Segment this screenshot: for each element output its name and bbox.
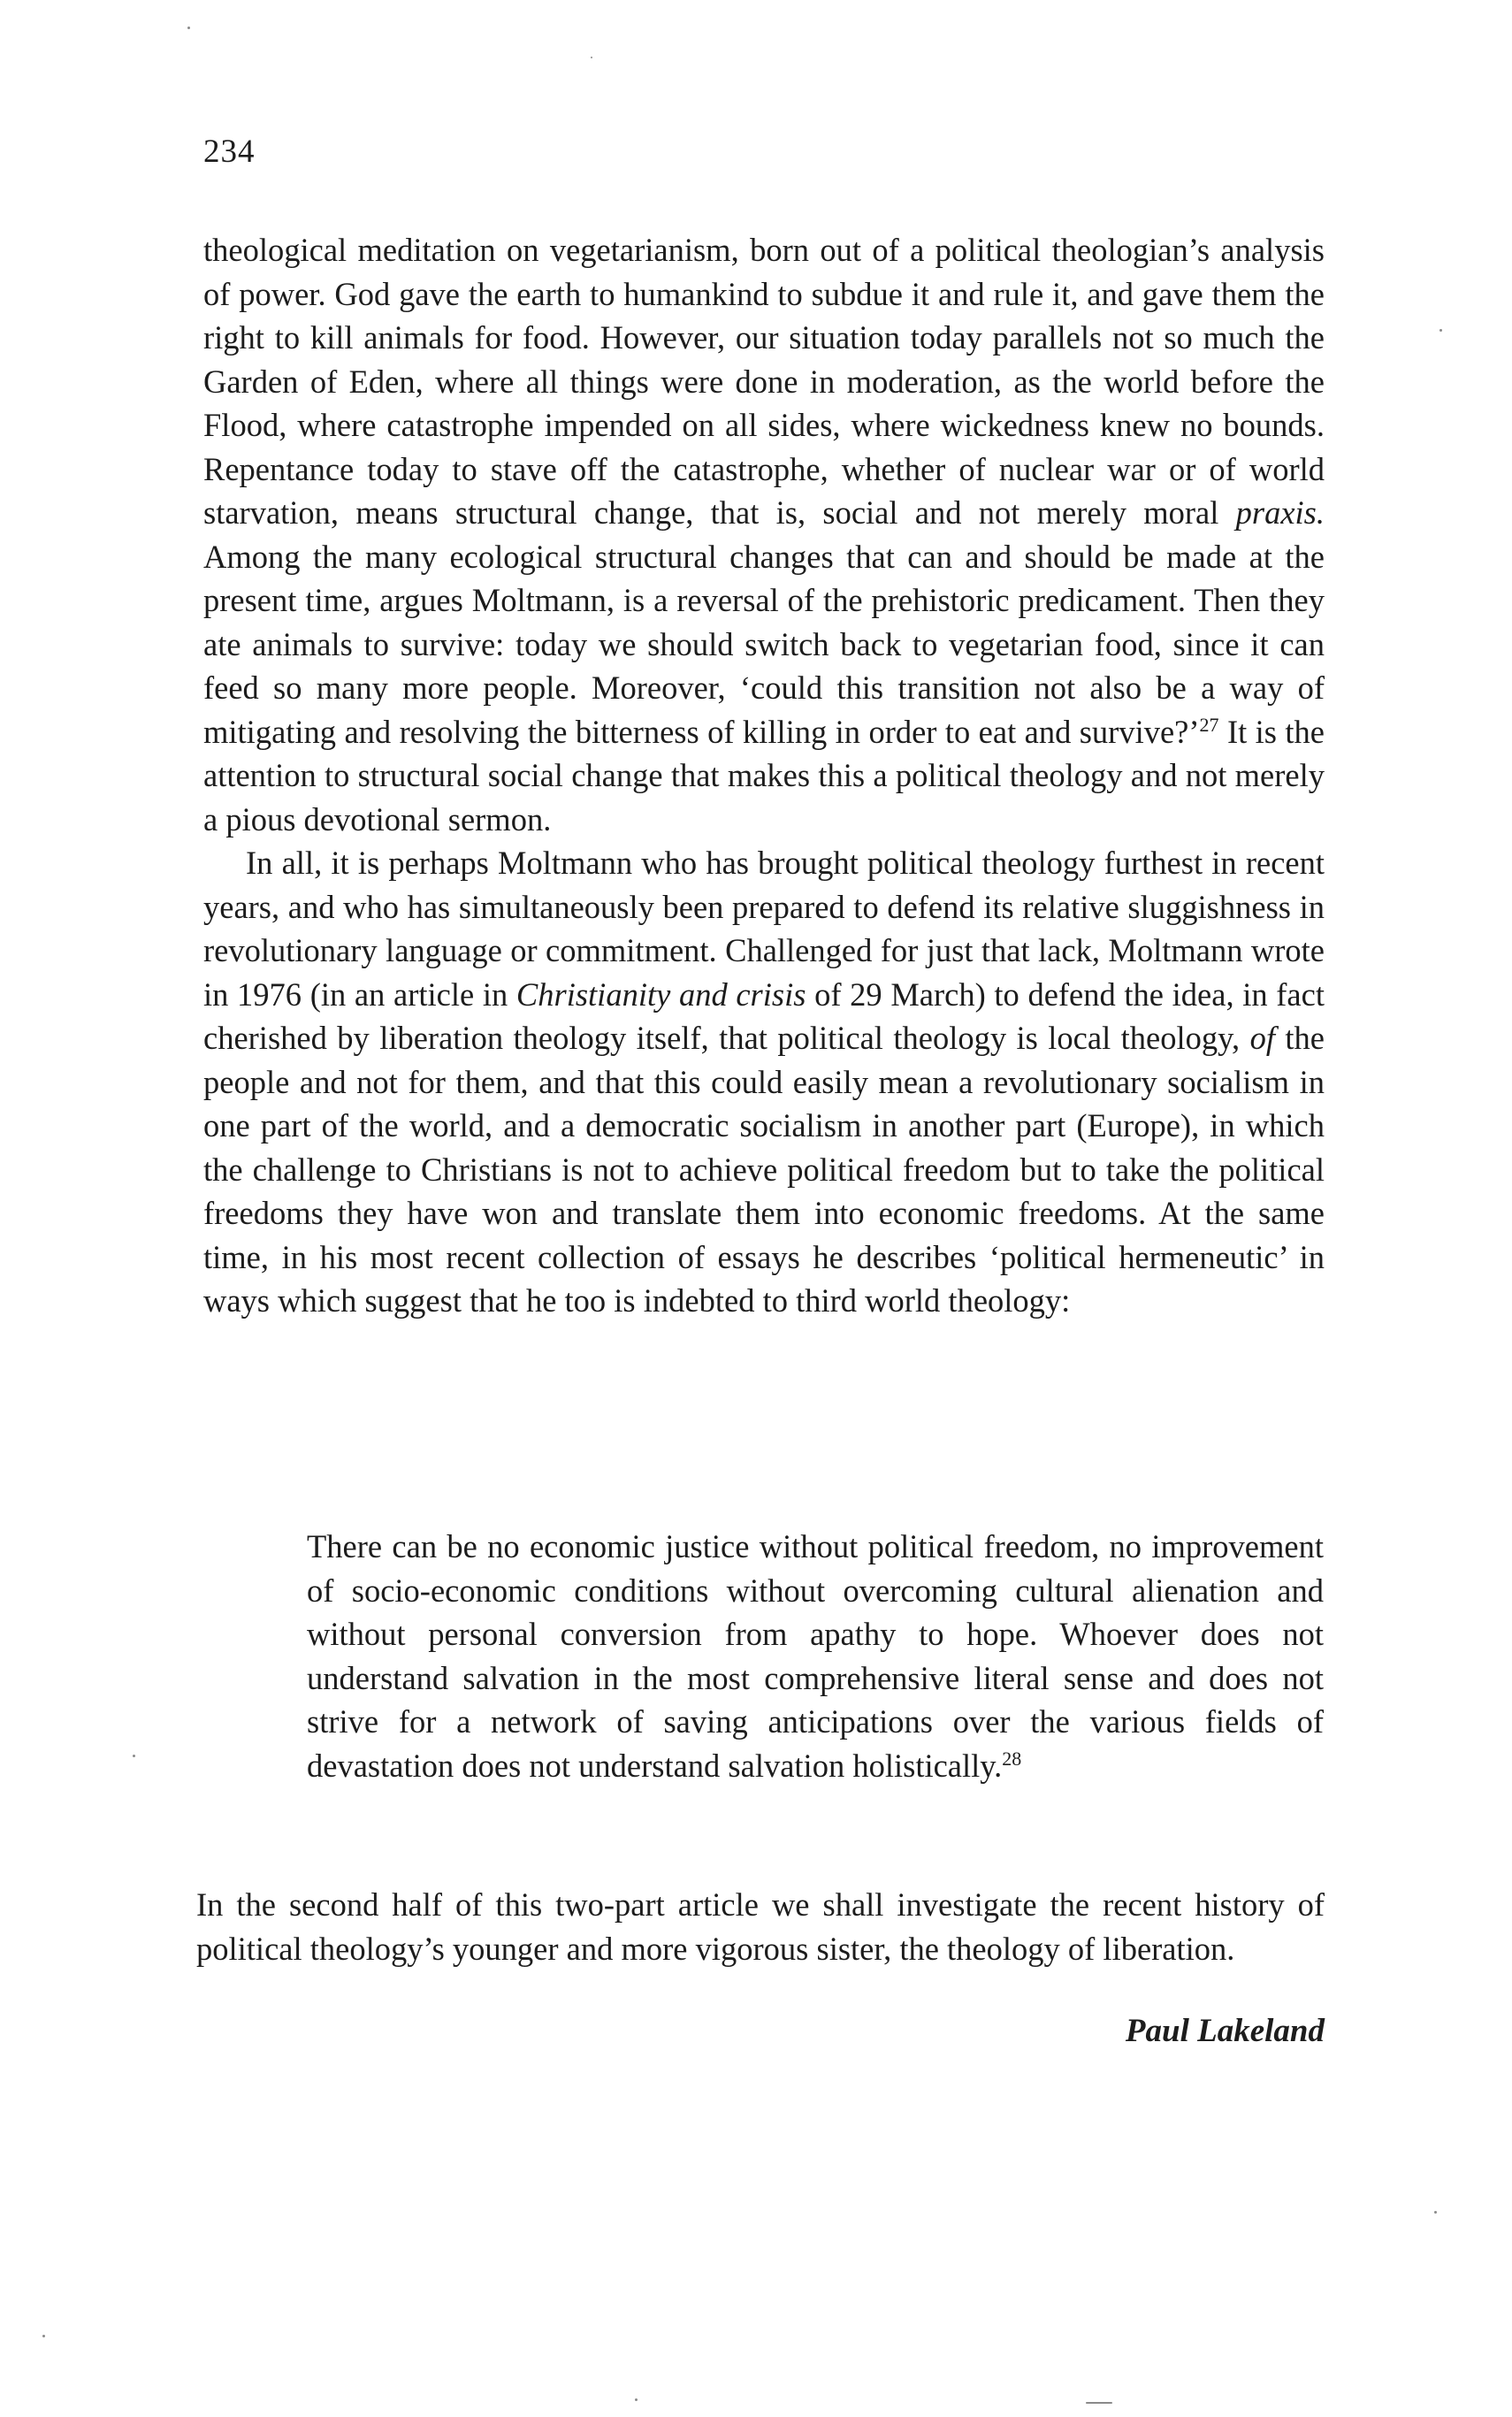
block-quote-text: There can be no economic justice without political freedom, no improvement of socio-economic conditions without overcoming cultural alienation and without personal conversion from apathy to hope. Whoever does not understand salvation in the most comprehensive literal sense and does not strive for a network of saving anticipations over the various fields of devastation does not understand salvation holistically. — [307, 1528, 1324, 1784]
scan-speck — [1434, 2211, 1437, 2214]
scan-speck — [635, 2398, 638, 2401]
paragraph-1-text-c: It is the attention to structural social change that makes this a political theology and not merely a pious devotional sermon. — [203, 713, 1325, 838]
paragraph-1-text-a: theological meditation on vegetarianism, born out of a political theologian’s analysis of power. God gave the earth to humankind to subdue it and rule it, and gave them the right to kill animals for food. However, our situation today parallels not so much the Garden of Eden, where all things were done in moderation, as the world before the Flood, where catastrophe impended on all sides, where wickedness knew no bounds. Repentance today to stave off the catastrophe, whether of nuclear war or of world starvation, means structural change, that is, social and not merely moral — [203, 232, 1325, 531]
paragraph-2-text-a: In all, it is perhaps Moltmann who has brought political theology furthest in recent years, and who has simultaneously been prepared to defend its relative sluggishness in revolutionary language or commitment. Challenged for just that lack, Moltmann wrote in 1976 (in an article in — [203, 845, 1325, 1013]
scan-speck — [1086, 2402, 1112, 2404]
paragraph-1-text-b: Among the many ecological structural changes that can and should be made at the present time, argues Moltmann, is a reversal of the prehistoric predicament. Then they ate animals to survive: today we should switch back to vegetarian food, since it can feed so many more people. Moreover, ‘could this transition not also be a way of mitigating and resolving the bitterness of killing in order to eat and survive?’ — [203, 538, 1325, 750]
scan-speck — [1439, 329, 1442, 332]
journal-title: Christianity and crisis — [515, 975, 806, 1013]
footnote-ref-28: 28 — [1002, 1747, 1022, 1770]
author-signature: Paul Lakeland — [1125, 2013, 1325, 2049]
paragraph-2-text-b: of 29 March) to defend the idea, in fact cherished by liberation theology itself, that political theology is local theology, — [203, 975, 1325, 1056]
paragraph-moltmann — [203, 841, 1325, 1323]
block-quote — [307, 1525, 1324, 1787]
scan-speck — [591, 57, 592, 58]
praxis-term: praxis. — [1235, 494, 1325, 531]
footnote-ref-27: 27 — [1199, 713, 1219, 736]
page-number: 234 — [203, 134, 256, 170]
scan-speck — [42, 2335, 45, 2337]
scan-speck — [133, 1755, 135, 1757]
scan-speck — [187, 27, 190, 29]
of-emphasis: of — [1249, 1020, 1275, 1056]
closing-paragraph: In the second half of this two-part article we shall investigate the recent history of political theology’s younger and more vigorous sister, the theology of liberation. — [196, 1886, 1325, 1967]
article-body — [203, 228, 1325, 1323]
paragraph-vegetarianism — [203, 228, 1325, 841]
paragraph-2-text-c: the people and not for them, and that this could easily mean a revolutionary socialism in one part of the world, and a democratic socialism in another part (Europe), in which the challenge to Christians is not to achieve political freedom but to take the political freedoms they have won and translate them into economic freedoms. At the same time, in his most recent collection of essays he describes ‘political hermeneutic’ in ways which suggest that he too is indebted to third world theology: — [203, 1020, 1325, 1319]
